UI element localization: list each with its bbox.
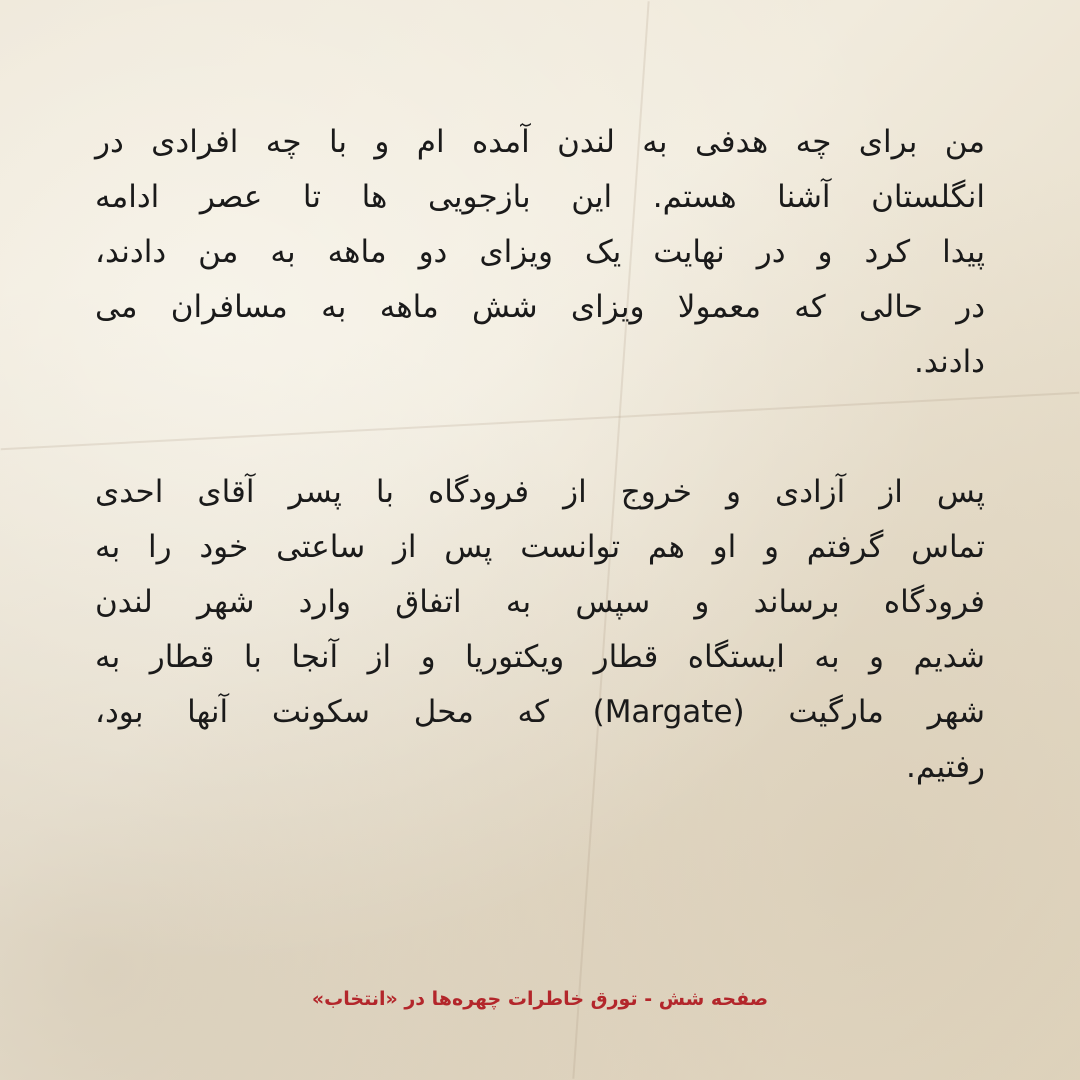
paragraph-2 xyxy=(95,465,985,795)
text-line: فرودگاه برساند و سپس به اتفاق وارد شهر لندن xyxy=(95,584,985,620)
text-line: پیدا کرد و در نهایت یک ویزای دو ماهه به من دادند، xyxy=(95,234,985,270)
text-line: من برای چه هدفی به لندن آمده ام و با چه افرادی در xyxy=(95,124,985,160)
text-line: شدیم و به ایستگاه قطار ویکتوریا و از آنجا با قطار به xyxy=(95,639,985,675)
text-line: دادند. xyxy=(914,344,985,380)
text-line: انگلستان آشنا هستم. این بازجویی ها تا عصر ادامه xyxy=(95,179,985,215)
text-line: شهر مارگیت (Margate) که محل سکونت آنها بود، xyxy=(95,694,985,730)
text-line: در حالی که معمولا ویزای شش ماهه به مسافران می xyxy=(95,289,985,325)
paragraph-1 xyxy=(95,115,985,390)
text-line: پس از آزادی و خروج از فرودگاه با پسر آقای احدی xyxy=(95,474,985,510)
text-line: تماس گرفتم و او هم توانست پس از ساعتی خود را به xyxy=(95,529,985,565)
paper-crease xyxy=(1,392,1080,451)
page-footer-caption: صفحه شش - تورق خاطرات چهره‌ها در «انتخاب» xyxy=(311,988,769,1010)
text-line: رفتیم. xyxy=(906,749,985,785)
